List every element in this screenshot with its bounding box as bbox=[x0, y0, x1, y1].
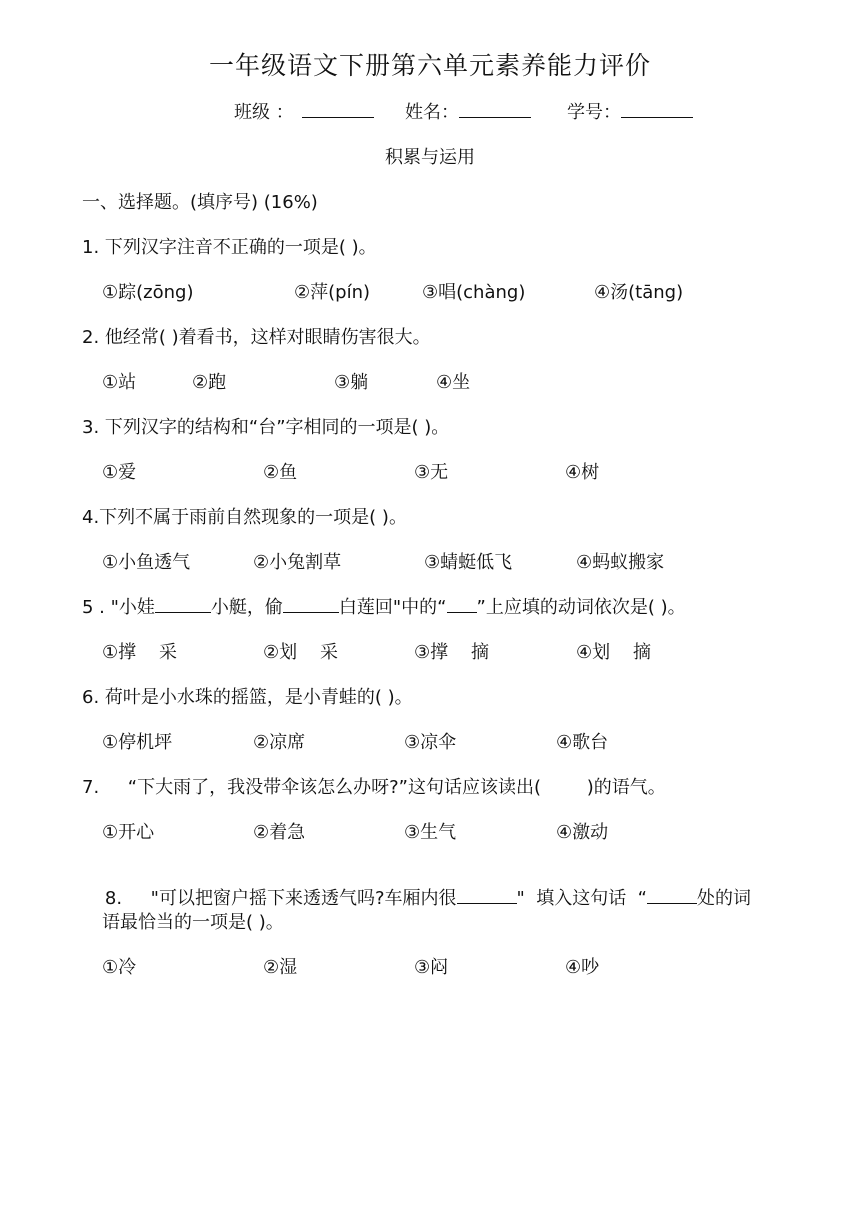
option: ②凉席 bbox=[253, 732, 306, 753]
question-5-part: ”上应填的动词依次是( )。 bbox=[476, 597, 686, 618]
fill-blank bbox=[457, 887, 517, 904]
option: ③撑 摘 bbox=[414, 642, 490, 663]
fill-blank bbox=[155, 596, 211, 613]
id-field bbox=[567, 98, 693, 124]
option: ④激动 bbox=[556, 822, 609, 843]
option: ②鱼 bbox=[263, 462, 298, 483]
question-1: 1. 下列汉字注音不正确的一项是( )。 bbox=[82, 237, 377, 258]
option: ③生气 bbox=[404, 822, 457, 843]
option: ③凉伞 bbox=[404, 732, 457, 753]
question-5-part: 小艇，偷 bbox=[210, 597, 283, 618]
option: ④树 bbox=[565, 462, 600, 483]
name-label: 姓名： bbox=[405, 102, 459, 123]
option: ④坐 bbox=[436, 372, 471, 393]
option: ④歌台 bbox=[556, 732, 609, 753]
option: ①停机坪 bbox=[102, 732, 173, 753]
option: ④划 摘 bbox=[576, 642, 652, 663]
question-5-part: 白莲回"中的“ bbox=[338, 597, 447, 618]
id-label: 学号： bbox=[567, 102, 621, 123]
option: ④吵 bbox=[565, 957, 600, 978]
class-field bbox=[234, 98, 374, 124]
question-4: 4.下列不属于雨前自然现象的一项是( )。 bbox=[82, 507, 407, 528]
question-8-continued: 语最恰当的一项是( )。 bbox=[102, 912, 284, 933]
section-subtitle: 积累与运用 bbox=[385, 147, 475, 168]
name-field bbox=[405, 98, 531, 124]
id-blank bbox=[621, 99, 693, 118]
option: ①站 bbox=[102, 372, 137, 393]
option: ④汤(tāng) bbox=[594, 282, 684, 303]
page-title: 一年级语文下册第六单元素养能力评价 bbox=[208, 51, 651, 80]
option: ②跑 bbox=[192, 372, 227, 393]
option: ②萍(pín) bbox=[294, 282, 371, 303]
option: ②小兔割草 bbox=[253, 552, 342, 573]
option: ③蜻蜓低飞 bbox=[424, 552, 513, 573]
question-5-part: 5 . "小娃 bbox=[82, 597, 155, 618]
fill-blank bbox=[447, 596, 477, 613]
name-blank bbox=[459, 99, 531, 118]
option: ①开心 bbox=[102, 822, 155, 843]
option: ①爱 bbox=[102, 462, 137, 483]
class-label: 班级 ： bbox=[234, 102, 294, 123]
option: ②湿 bbox=[263, 957, 298, 978]
option: ③唱(chàng) bbox=[422, 282, 526, 303]
fill-blank bbox=[283, 596, 339, 613]
question-2: 2. 他经常( )着看书，这样对眼睛伤害很大。 bbox=[82, 327, 431, 348]
option: ③闷 bbox=[414, 957, 449, 978]
option: ④蚂蚁搬家 bbox=[576, 552, 665, 573]
question-5 bbox=[82, 593, 686, 619]
class-blank bbox=[302, 99, 374, 118]
question-8-part: 8. "可以把窗户摇下来透透气吗?车厢内很 bbox=[104, 888, 457, 909]
option: ②着急 bbox=[253, 822, 306, 843]
question-7: 7. “下大雨了，我没带伞该怎么办呀?”这句话应该读出( )的语气。 bbox=[82, 777, 666, 798]
option: ①撑 采 bbox=[102, 642, 178, 663]
question-8-part: " 填入这句话 “ bbox=[516, 888, 648, 909]
question-6: 6. 荷叶是小水珠的摇篮，是小青蛙的( )。 bbox=[82, 687, 413, 708]
question-3: 3. 下列汉字的结构和“台”字相同的一项是( )。 bbox=[82, 417, 450, 438]
option: ③躺 bbox=[334, 372, 369, 393]
option: ②划 采 bbox=[263, 642, 339, 663]
question-8-part: 处的词 bbox=[697, 888, 752, 909]
fill-blank bbox=[647, 887, 697, 904]
option: ①踪(zōng) bbox=[102, 282, 194, 303]
option: ①冷 bbox=[102, 957, 137, 978]
section-heading: 一、选择题。(填序号) (16%) bbox=[82, 192, 318, 213]
option: ③无 bbox=[414, 462, 449, 483]
option: ①小鱼透气 bbox=[102, 552, 191, 573]
